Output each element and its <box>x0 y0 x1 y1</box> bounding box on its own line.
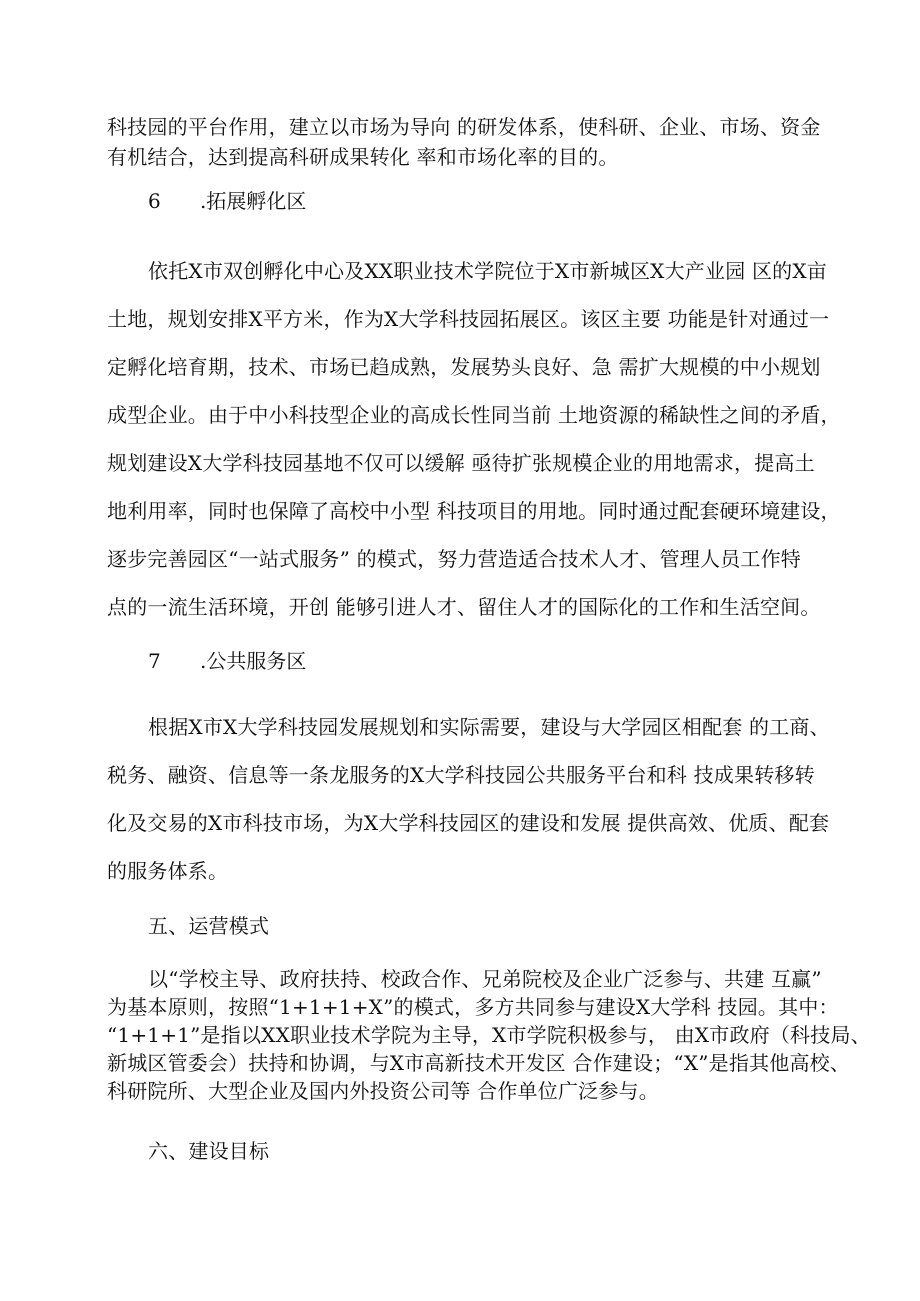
paragraph-line: 地利用率，同时也保障了高校中小型 科技项目的用地。同时通过配套硬环境建设， <box>107 499 841 523</box>
section-heading: 六、建设目标 <box>148 1139 270 1163</box>
paragraph-line: 规划建设X大学科技园基地不仅可以缓解 亟待扩张规模企业的用地需求，提高土 <box>107 451 815 475</box>
paragraph-line: 土地，规划安排X平方米，作为X大学科技园拓展区。该区主要 功能是针对通过一 <box>107 307 830 331</box>
paragraph-line: 税务、融资、信息等一条龙服务的X大学科技园公共服务平台和科 技成果转移转 <box>107 763 815 787</box>
paragraph-line: 的服务体系。 <box>107 859 229 883</box>
section-title: .公共服务区 <box>200 649 307 673</box>
paragraph-line: 依托X市双创孵化中心及XX职业技术学院位于X市新城区X大产业园 区的X亩 <box>148 259 827 283</box>
paragraph-line: 点的一流生活环境，开创 能够引进人才、留住人才的国际化的工作和生活空间。 <box>107 595 821 619</box>
paragraph-line: 定孵化培育期，技术、市场已趋成熟，发展势头良好、急 需扩大规模的中小规划 <box>107 355 821 379</box>
section-title: .拓展孵化区 <box>200 189 307 213</box>
paragraph-line: 有机结合，达到提高科研成果转化 率和市场化率的目的。 <box>107 145 619 169</box>
section-number: 6 <box>148 189 161 213</box>
paragraph-line: “1+1+1”是指以XX职业技术学院为主导，X市学院积极参与， 由X市政府（科技局、 <box>107 1023 871 1047</box>
paragraph-line: 科研院所、大型企业及国内外投资公司等 合作单位广泛参与。 <box>107 1079 659 1103</box>
paragraph-line: 根据X市X大学科技园发展规划和实际需要，建设与大学园区相配套 的工商、 <box>148 715 830 739</box>
paragraph-line: 为基本原则，按照“1+1+1+X”的模式，多方共同参与建设X大学科 技园。其中： <box>107 995 839 1019</box>
paragraph-line: 成型企业。由于中小科技型企业的高成长性同当前 土地资源的稀缺性之间的矛盾， <box>107 403 841 427</box>
paragraph-line: 化及交易的X市科技市场，为X大学科技园区的建设和发展 提供高效、优质、配套 <box>107 811 830 835</box>
paragraph-line: 逐步完善园区“一站式服务” 的模式，努力营造适合技术人才、管理人员工作特 <box>107 547 802 571</box>
section-heading: 五、运营模式 <box>148 914 270 938</box>
paragraph-line: 新城区管委会）扶持和协调，与X市高新技术开发区 合作建设；“X”是指其他高校、 <box>107 1051 851 1075</box>
paragraph-line: 以“学校主导、政府扶持、校政合作、兄弟院校及企业广泛参与、共建 互赢” <box>148 967 822 991</box>
paragraph-line: 科技园的平台作用，建立以市场为导向 的研发体系，使科研、企业、市场、资金 <box>107 115 821 139</box>
section-number: 7 <box>148 649 161 673</box>
